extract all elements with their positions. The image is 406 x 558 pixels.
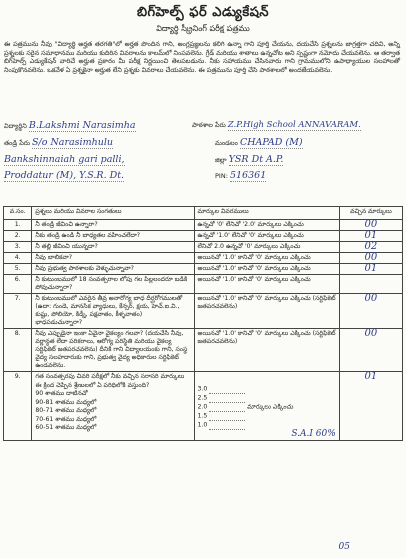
form-title: బిగ్‌హెల్ప్ ఫర్ ఎడ్యుకేషన్ bbox=[136, 5, 270, 20]
table-row bbox=[4, 220, 403, 231]
table-row bbox=[4, 372, 403, 441]
pin-label: PIN bbox=[215, 172, 226, 180]
school-field bbox=[192, 120, 404, 131]
grade-range: 60-51 శాతము మధ్యలో bbox=[35, 424, 97, 431]
row-marking: అయినచో '1.0' కానిచో '0' మార్కులు ఎక్కించు (సర్టిఫికెట్ జతపరచవలెను) bbox=[194, 294, 339, 329]
grade-range: 90-81 శాతము మధ్యలో bbox=[35, 398, 97, 406]
father-field bbox=[4, 137, 204, 149]
row-question: నీ కుటుంబములో ఎవరైన తీవ్ర అనారోగ్య బాధ దీర్ఘరోగములతో (ఉదా: గుండె, మానసిక వ్యాధులు, కేన్సర్, క్షయ, హెచ్.ఐ.వి., కుష్టు, పోలియో, కిడ్నీ, పక్షవాతం, కీళ్ళవాతం) భాధపడుచున్నారా? bbox=[32, 294, 194, 329]
row-number: 3. bbox=[4, 242, 32, 253]
row-score: 01 bbox=[339, 231, 402, 242]
row-score: 00 bbox=[339, 294, 402, 329]
table-row bbox=[4, 275, 403, 294]
father-value: S/o Narasimhulu bbox=[32, 137, 113, 148]
row-score bbox=[339, 275, 402, 294]
row-question-grades bbox=[32, 372, 194, 441]
page-number: 05 bbox=[338, 542, 350, 552]
form-subtitle: విద్యార్థి స్క్రీనింగ్ పరీక్ష పత్రము bbox=[156, 24, 250, 33]
row-marking: ఉన్నచో '0' లేనిచో '2.0' మార్కులు ఎక్కించు bbox=[194, 220, 339, 231]
row-marking: అయినచో '1.0' కానిచో '0' మార్కులు ఎక్కించు bbox=[194, 264, 339, 275]
table-row bbox=[4, 242, 403, 253]
row-score: 00 bbox=[339, 329, 402, 372]
row-number: 7. bbox=[4, 294, 32, 329]
row-number: 9. bbox=[4, 372, 32, 441]
row-question: గత సంవత్సరపు చివరి పరీక్షలో నీకు వచ్చిన సరాసరి మార్కులు ఈ క్రింద చెప్పిన శ్రేణులలో ఏ పరిధిలోకి వస్తుంది? bbox=[35, 373, 185, 389]
row-question: నీవు బాలికవా? bbox=[32, 253, 194, 264]
row-question: నీవు ఎప్పుడైనా ఇంకా ఏవైనా వైకల్యం గలవా? (దయచేసి నీవు, వర్ణాన్ధత లేదా పరికరాలు, ఆరోగ్య పరిస్థితి మరియు వైకల్య సర్టిఫికెట్ జతపరచవలెను) దీనికి గాని విద్యాలయంకు గాని, సంస్థ వైద్య సలహదారుకు గాని, ప్రభుత్వ వైద్య అధికారుల సర్టిఫికెట్ ఉండవలెను. bbox=[32, 329, 194, 372]
address-line1-value: Bankshinnaiah gari palli, bbox=[4, 154, 125, 165]
grade-point: 3.0 bbox=[198, 385, 336, 394]
row-question: నీ తల్లి జీవించి యున్నదా? bbox=[32, 242, 194, 253]
row-number: 1. bbox=[4, 220, 32, 231]
table-row bbox=[4, 294, 403, 329]
grade-range: 90 శాతము దాటినచో bbox=[35, 390, 88, 397]
header-serial: వ.సం. bbox=[4, 207, 32, 220]
row-number: 6. bbox=[4, 275, 32, 294]
row-score: 00 bbox=[339, 220, 402, 231]
pin-field: PIN: 516361 bbox=[215, 170, 267, 181]
grade-point: 2.0 మార్కులు ఎక్కించు bbox=[197, 403, 294, 411]
row-score: 00 bbox=[339, 253, 402, 264]
district-value: YSR Dt A.P. bbox=[228, 154, 284, 165]
row-score: 01 bbox=[339, 372, 402, 441]
district-field bbox=[215, 154, 404, 166]
row-question: నీవు ప్రభుత్వ పాఠశాలకు వెళ్ళుచున్నావా? bbox=[32, 264, 194, 275]
row-score: 02 bbox=[339, 242, 402, 253]
instructions-paragraph: ఈ పత్రమును నీవు "విద్యార్థి అర్హత తరగతి"లో అర్హత పొందిన గాని, అంగ్లప్రజ్ఞలను కలిగి ఉన్నా గాని పూర్తి చేయను, దయచేసి ప్రశ్నలను జాగ్రత్తగా చదివి, అన్ని ప్రశ్నలకు సరైన సమాధానము మరియు కుదిరిన వివరాలను కాలమ్‌లో నింపవలెను. గ్రేడ్ మరియు శాతాలు ఉన్నచోట అని స్పష్టంగా నమోదు చేయవలెను. ఆ తర్వాత బిగ్‌హెల్ప్ ఎడ్యుకేషన్ వారిచే అర్హుత ప్రకారం మీ పరీక్ష నిర్ణయించి తెలపబడును. నీకు సహాయము చేసినవారు గాని గ్రామములోని ఉపాధ్యాయుల సలహాలతో నింపుకొనవలెను. ఒకవేళ ఏ ప్రశ్నకైనా అర్హుత లేని ప్రశ్నకు వివరాలు చేయవలెను. ఈ పత్రమును పూర్తి చేసి పాఠశాలలో అందజేయవలెను. bbox=[4, 40, 400, 74]
row-question: నీ కుటుంబములో 18 సంవత్సరాల లోపు గల పిల్లలందరూ బడికి పోవుచున్నారా? bbox=[32, 275, 194, 294]
row-marking: ఉన్నచో '1.0' లేనిచో '0' మార్కులు ఎక్కించు bbox=[194, 231, 339, 242]
table-row bbox=[4, 231, 403, 242]
grade-point: 1.0 bbox=[198, 421, 336, 430]
mandal-label: మండలం bbox=[215, 139, 238, 147]
grade-point: 1.5 bbox=[198, 412, 336, 421]
row-marking: అయినచో '1.0' కానిచో '0' మార్కులు ఎక్కించు (సర్టిఫికెట్ జతపరచవలెను) bbox=[194, 329, 339, 372]
row-number: 5. bbox=[4, 264, 32, 275]
row-number: 4. bbox=[4, 253, 32, 264]
student-name-label: విద్యార్థిని bbox=[4, 122, 27, 130]
row-question: నీకు తండ్రి ఉండి నీ బాధ్యతల వహించలేదా? bbox=[32, 231, 194, 242]
row-number: 8. bbox=[4, 329, 32, 372]
header-score: వచ్చిన మార్కులు bbox=[339, 207, 402, 220]
father-label: తండ్రి పేరు bbox=[4, 139, 30, 147]
mandal-value: CHAPAD (M) bbox=[239, 137, 303, 148]
grade-marking-label: మార్కులు ఎక్కించు bbox=[247, 403, 294, 411]
mandal-field bbox=[215, 137, 404, 149]
student-name-field bbox=[4, 120, 184, 132]
address-line1 bbox=[4, 154, 204, 165]
row-marking: అయినచో '1.0' కానిచో '0' మార్కులు ఎక్కించు bbox=[194, 253, 339, 264]
grade-note: S.A.I 60% bbox=[291, 429, 336, 439]
district-label: జిల్లా bbox=[215, 156, 227, 164]
address-line2-value: Proddatur (M), Y.S.R. Dt. bbox=[4, 170, 125, 181]
questions-table bbox=[3, 206, 403, 441]
grade-point: 2.5 bbox=[198, 394, 336, 403]
row-marking: అయినచో '1.0' కానిచో '0' మార్కులు ఎక్కించు bbox=[194, 275, 339, 294]
table-header-row bbox=[4, 207, 403, 220]
row-marking: లేనిచో 2.0 ఉన్నచో '0' మార్కులు ఎక్కించు bbox=[194, 242, 339, 253]
row-number: 2. bbox=[4, 231, 32, 242]
grade-range: 70-61 శాతము మధ్యలో bbox=[35, 415, 97, 423]
table-row bbox=[4, 253, 403, 264]
grade-range: 80-71 శాతము మధ్యలో bbox=[35, 407, 97, 414]
student-name-value: B.Lakshmi Narasimha bbox=[28, 120, 136, 131]
header-marking: మార్కుల వివరములు bbox=[194, 207, 339, 220]
school-label: పాఠశాల పేరు bbox=[192, 121, 226, 129]
row-question: నీ తండ్రి జీవించి ఉన్నారా? bbox=[32, 220, 194, 231]
pin-value: 516361 bbox=[229, 170, 267, 181]
table-row bbox=[4, 264, 403, 275]
row-score: 01 bbox=[339, 264, 402, 275]
grade-points-cell bbox=[194, 372, 339, 441]
header-question: ప్రశ్నలు మరియు వివరాల సంగతులు bbox=[32, 207, 194, 220]
address-line2 bbox=[4, 170, 204, 181]
school-value: Z.P.High School ANNAVARAM. bbox=[227, 120, 361, 130]
table-row bbox=[4, 329, 403, 372]
